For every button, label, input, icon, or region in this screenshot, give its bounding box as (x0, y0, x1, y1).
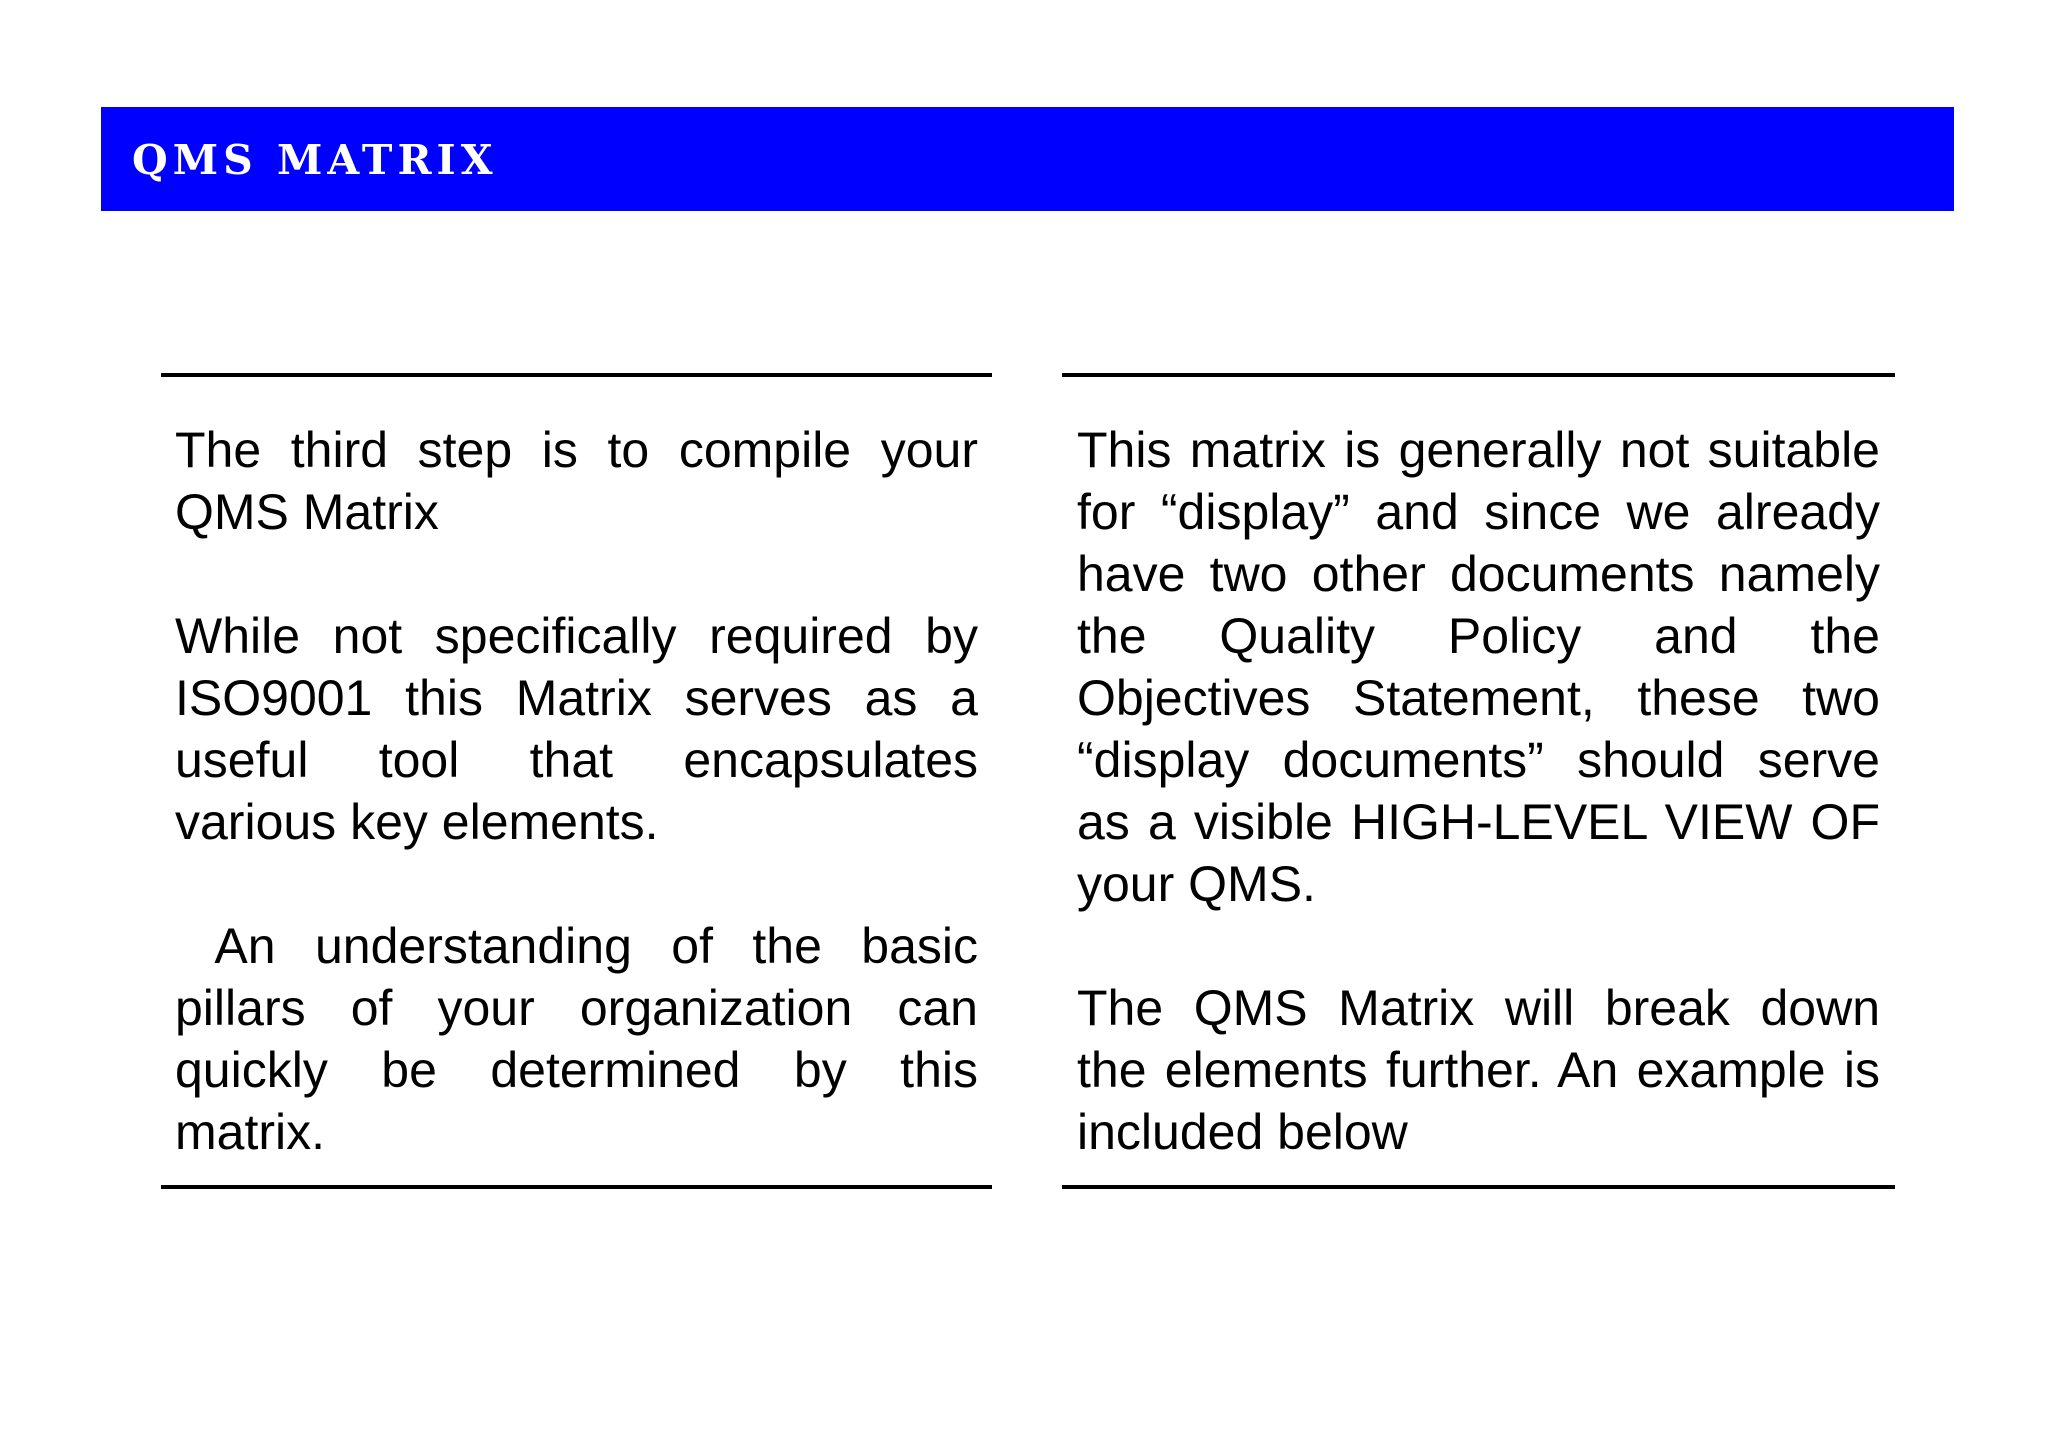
left-paragraph-1: The third step is to compile your QMS Matrix (175, 422, 978, 540)
left-paragraph-3-text: An understanding of the basic pillars of your organization can quickly be determined by this matrix. (175, 918, 978, 1160)
title-banner (101, 107, 1954, 211)
right-paragraph-2: The QMS Matrix will break down the elements further. An example is included below (1077, 980, 1880, 1160)
left-column-content (175, 419, 978, 1163)
right-column-content (1077, 419, 1880, 1163)
page-title: QMS MATRIX (132, 136, 498, 184)
right-paragraph-1: This matrix is generally not suitable for “display” and since we already have two other documents namely the Quality Policy and the Objectives Statement, these two “display documents” should serve as a visible HIGH-LEVEL VIEW OF your QMS. (1077, 422, 1880, 912)
left-text-column (161, 373, 992, 1189)
left-paragraph-2: While not specifically required by ISO9001 this Matrix serves as a useful tool that encapsulates various key elements. (175, 608, 978, 850)
right-text-column (1062, 373, 1895, 1189)
left-paragraph-3 (175, 915, 978, 1163)
leading-space (175, 918, 214, 974)
